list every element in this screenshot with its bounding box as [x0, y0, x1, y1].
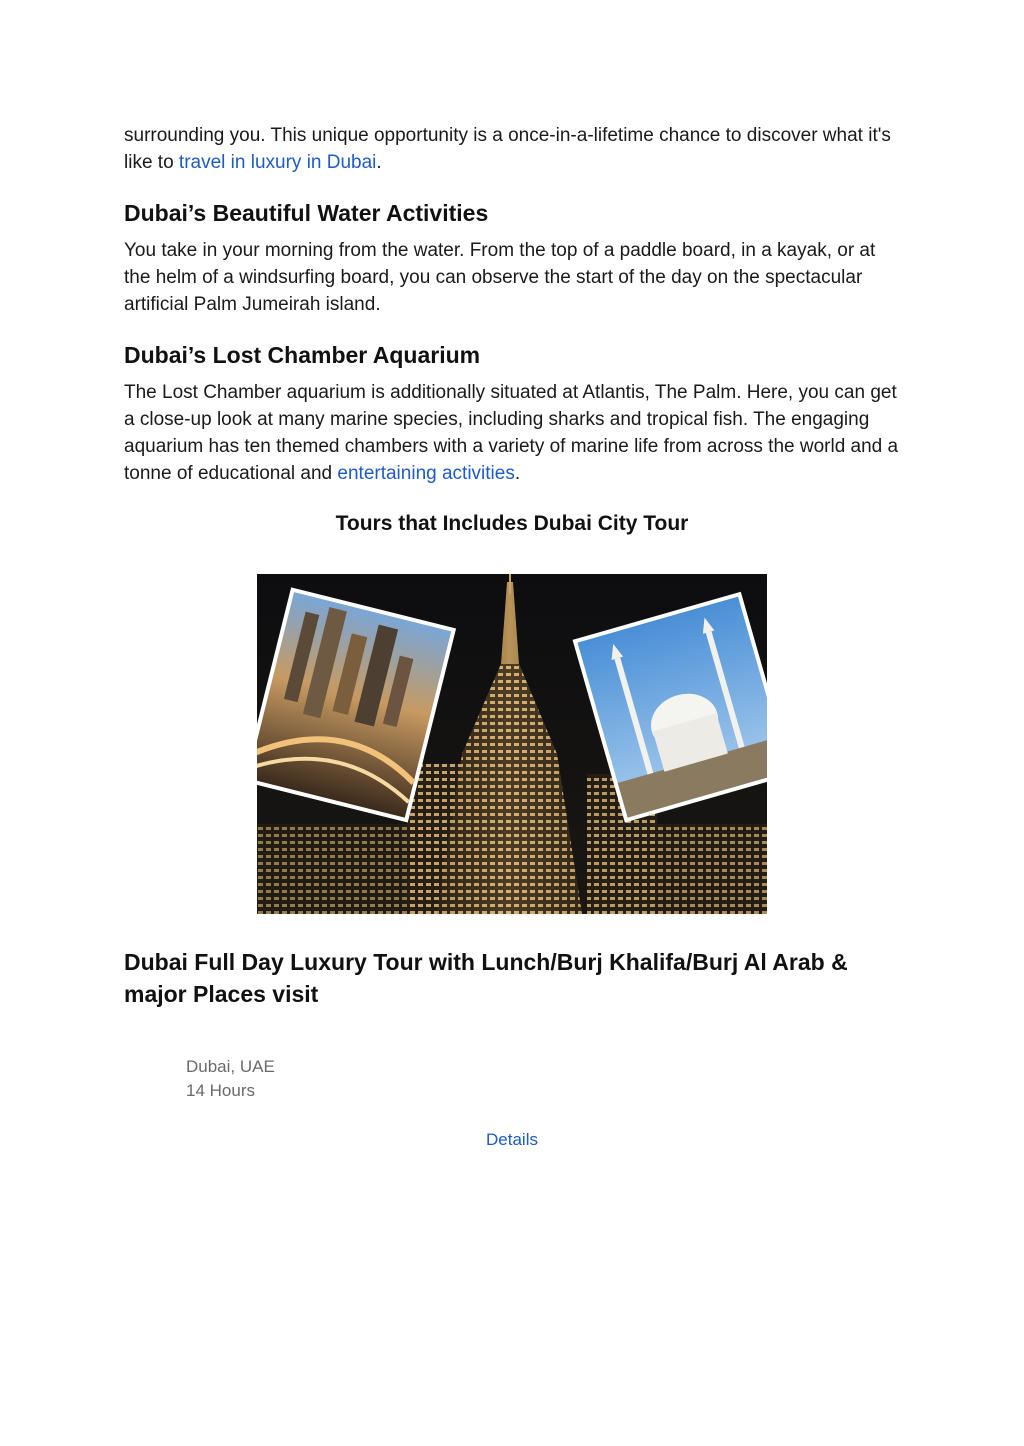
entertaining-activities-link[interactable]: entertaining activities: [337, 463, 515, 484]
intro-paragraph: [124, 122, 900, 176]
tour-title: Dubai Full Day Luxury Tour with Lunch/Burj Khalifa/Burj Al Arab & major Places visit: [124, 949, 848, 1007]
lost-chamber-period: .: [514, 463, 521, 484]
tour-location: Dubai, UAE: [186, 1057, 275, 1076]
lost-chamber-paragraph: [124, 379, 900, 487]
dubai-city-tour-image[interactable]: [257, 574, 767, 914]
tours-heading: Tours that Includes Dubai City Tour: [335, 512, 689, 535]
details-link[interactable]: Details: [486, 1130, 538, 1149]
intro-text: surrounding you. This unique opportunity is a once-in-a-lifetime chance to discover what it's like to: [124, 125, 891, 173]
travel-luxury-link[interactable]: travel in luxury in Dubai: [178, 152, 377, 173]
intro-period: .: [376, 152, 382, 173]
lost-chamber-heading: Dubai’s Lost Chamber Aquarium: [124, 342, 481, 368]
water-activities-heading: Dubai’s Beautiful Water Activities: [124, 200, 489, 226]
lost-chamber-text: The Lost Chamber aquarium is additionally situated at Atlantis, The Palm. Here, you can get a close-up look at many marine species, including sharks and tropical fish. The engaging aquarium has ten themed chambers with a variety of marine life from across the world and a tonne of educational and: [124, 382, 899, 484]
tour-duration: 14 Hours: [186, 1081, 255, 1100]
water-activities-paragraph: You take in your morning from the water. From the top of a paddle board, in a kayak, or at the helm of a windsurfing board, you can observe the start of the day on the spectacular artificial Palm Jumeirah island.: [124, 240, 876, 315]
